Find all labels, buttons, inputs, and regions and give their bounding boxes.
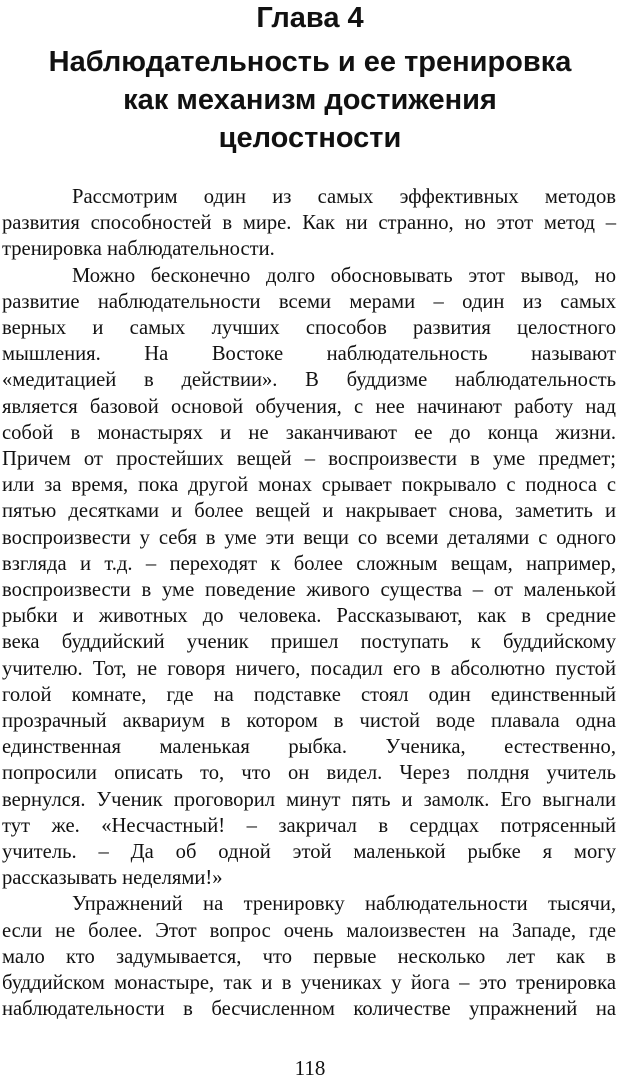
chapter-title-line: Наблюдательность и ее тренировка xyxy=(48,46,572,78)
chapter-title xyxy=(0,43,620,157)
body-text xyxy=(2,184,616,1023)
text-line: воспроизвести в уме поведение живого существа – от маленькой xyxy=(2,579,616,602)
text-line: развитие наблюдательности всеми мерами – один из самых xyxy=(2,290,616,313)
text-line: учителю. Тот, не говоря ничего, посадил его в абсолютно пустой xyxy=(2,657,616,680)
text-line: или за время, пока другой монах срывает покрывало с подноса с xyxy=(2,474,616,497)
text-line: наблюдательности в бесчисленном количестве упражнений на xyxy=(2,998,616,1021)
paragraph xyxy=(2,263,616,892)
text-line: вернулся. Ученик проговорил минут пять и замолк. Его выгнали xyxy=(2,788,616,811)
chapter-title-line: целостности xyxy=(218,122,402,154)
chapter-title-line: как механизм достижения xyxy=(123,84,497,116)
text-line: если не более. Этот вопрос очень малоизвестен на Западе, где xyxy=(2,919,616,942)
text-line: мало кто задумывается, что первые несколько лет как в xyxy=(2,945,616,968)
paragraph xyxy=(2,891,616,1022)
text-line: Причем от простейших вещей – воспроизвести в уме предмет; xyxy=(2,448,616,471)
text-line: Упражнений на тренировку наблюдательности тысячи, xyxy=(72,893,616,916)
text-line: единственная маленькая рыбка. Ученика, естественно, xyxy=(2,736,616,759)
text-line: воспроизвести у себя в уме эти вещи со всеми деталями с одного xyxy=(2,526,616,549)
text-line: Можно бесконечно долго обосновывать этот вывод, но xyxy=(72,264,616,287)
text-line: мышления. На Востоке наблюдательность называют xyxy=(2,343,616,366)
text-line: взгляда и т.д. – переходят к более сложным вещам, например, xyxy=(2,552,616,575)
text-line: рассказывать неделями!» xyxy=(2,867,223,890)
text-line: тут же. «Несчастный! – закричал в сердцах потрясенный xyxy=(2,814,616,837)
text-line: голой комнате, где на подставке стоял один единственный xyxy=(2,683,616,706)
chapter-label: Глава 4 xyxy=(256,2,364,34)
text-line: верных и самых лучших способов развития целостного xyxy=(2,317,616,340)
text-line: попросили описать то, что он видел. Через полдня учитель xyxy=(2,762,616,785)
text-line: тренировка наблюдательности. xyxy=(2,238,275,261)
text-line: Рассмотрим один из самых эффективных методов xyxy=(72,186,616,208)
text-line: рыбки и животных до человека. Рассказывают, как в средние xyxy=(2,605,616,628)
page-number: 118 xyxy=(294,1056,326,1080)
paragraph xyxy=(2,184,616,263)
text-line: учитель. – Да об одной этой маленькой рыбке я могу xyxy=(2,841,616,864)
text-line: развития способностей в мире. Как ни странно, но этот метод – xyxy=(2,212,616,235)
text-line: «медитацией в действии». В буддизме наблюдательность xyxy=(2,369,616,392)
text-line: прозрачный аквариум в котором в чистой воде плавала одна xyxy=(2,710,616,733)
text-line: собой в монастырях и не заканчивают ее до конца жизни. xyxy=(2,421,616,444)
text-line: буддийском монастыре, так и в учениках у йога – это тренировка xyxy=(2,972,616,995)
text-line: века буддийский ученик пришел поступать к буддийскому xyxy=(2,631,616,654)
text-line: является базовой основой обучения, с нее начинают работу над xyxy=(2,395,616,418)
text-line: пятью десятками и более вещей и накрывает снова, заметить и xyxy=(2,500,616,523)
